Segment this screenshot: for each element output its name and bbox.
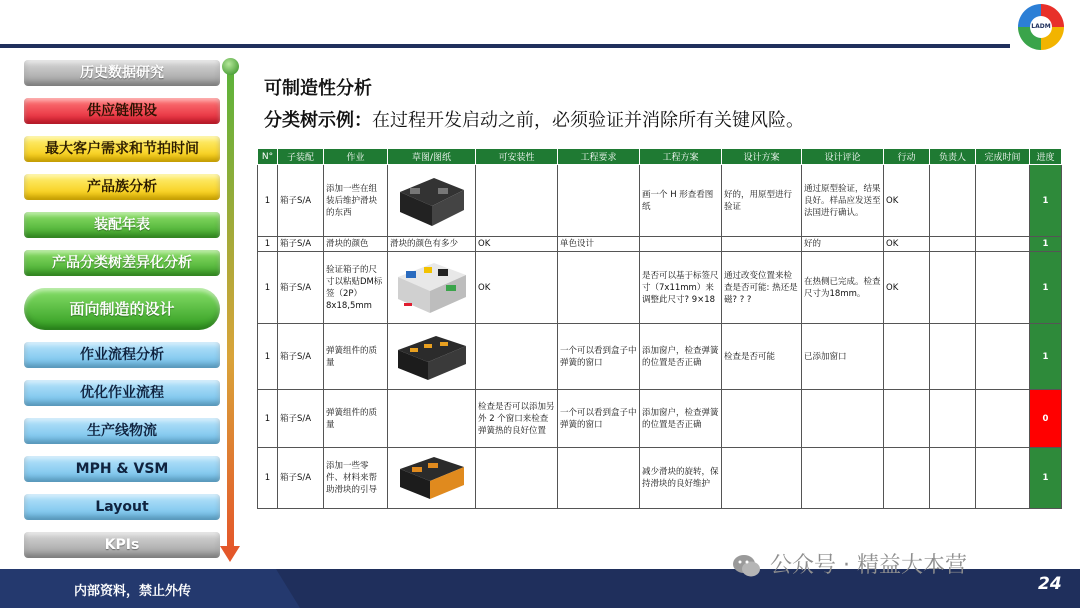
sidebar-item-layout[interactable]: Layout xyxy=(24,494,220,520)
table-row xyxy=(258,237,1062,252)
cell-action: OK xyxy=(884,252,930,324)
cell-n: 1 xyxy=(258,237,278,252)
sidebar-item-classification-tree[interactable]: 产品分类树差异化分析 xyxy=(24,250,220,276)
cell-n: 1 xyxy=(258,448,278,509)
cell-sketch xyxy=(388,165,476,237)
cell-solution: 画一个 H 形查看图纸 xyxy=(640,165,722,237)
cell-owner xyxy=(930,252,976,324)
cell-review: 在热侧已完成。检查尺寸为18mm。 xyxy=(802,252,884,324)
cell-design xyxy=(722,390,802,448)
sidebar-item-process-analysis[interactable]: 作业流程分析 xyxy=(24,342,220,368)
col-header: 进度 xyxy=(1030,149,1062,165)
col-header: 子装配 xyxy=(278,149,324,165)
cell-sketch xyxy=(388,390,476,448)
cell-review: 通过原型验证，结果良好。样品应发送至法国进行确认。 xyxy=(802,165,884,237)
cell-design: 通过改变位置来检查是否可能: 热还是磁? ? ? xyxy=(722,252,802,324)
cell-due xyxy=(976,448,1030,509)
cell-progress: 0 xyxy=(1030,390,1062,448)
slider-guide-sketch-image xyxy=(394,449,470,507)
col-header: N° xyxy=(258,149,278,165)
sidebar-item-takt-time[interactable]: 最大客户需求和节拍时间 xyxy=(24,136,220,162)
table-row xyxy=(258,324,1062,390)
sidebar-item-supply-chain[interactable]: 供应链假设 xyxy=(24,98,220,124)
cell-subassembly: 箱子S/A xyxy=(278,324,324,390)
cell-action: OK xyxy=(884,165,930,237)
cell-action xyxy=(884,390,930,448)
cell-design xyxy=(722,237,802,252)
col-header: 设计评论 xyxy=(802,149,884,165)
spring-window-sketch-image xyxy=(394,328,470,386)
cell-progress: 1 xyxy=(1030,324,1062,390)
cell-progress: 1 xyxy=(1030,237,1062,252)
cell-owner xyxy=(930,448,976,509)
cell-operation: 添加一些零件、材料来帮助滑块的引导 xyxy=(324,448,388,509)
cell-owner xyxy=(930,324,976,390)
watermark-text: 公众号 · 精益大本营 xyxy=(770,553,967,578)
timeline-arrow-icon xyxy=(220,546,240,562)
cell-n: 1 xyxy=(258,252,278,324)
footer-label: 内部资料，禁止外传 xyxy=(74,584,192,599)
sidebar-item-optimize-process[interactable]: 优化作业流程 xyxy=(24,380,220,406)
cell-operation: 弹簧组件的质量 xyxy=(324,324,388,390)
header-rule xyxy=(0,44,1010,48)
cell-subassembly: 箱子S/A xyxy=(278,165,324,237)
cell-action xyxy=(884,448,930,509)
cell-action xyxy=(884,324,930,390)
progress-timeline xyxy=(227,66,234,550)
cell-design: 好的，用原型进行验证 xyxy=(722,165,802,237)
cell-installability xyxy=(476,324,558,390)
col-header: 完成时间 xyxy=(976,149,1030,165)
cell-operation: 验证箱子的尺寸以粘贴DM标签（2P）8x18,5mm xyxy=(324,252,388,324)
page-subtitle xyxy=(264,106,804,132)
cell-progress: 1 xyxy=(1030,448,1062,509)
cell-subassembly: 箱子S/A xyxy=(278,252,324,324)
cell-requirement xyxy=(558,448,640,509)
cell-subassembly: 箱子S/A xyxy=(278,237,324,252)
page-number: 24 xyxy=(1038,574,1062,594)
col-header: 行动 xyxy=(884,149,930,165)
sidebar-item-line-logistics[interactable]: 生产线物流 xyxy=(24,418,220,444)
cell-solution: 减少滑块的旋转，保持滑块的良好维护 xyxy=(640,448,722,509)
col-header: 工程要求 xyxy=(558,149,640,165)
col-header: 负责人 xyxy=(930,149,976,165)
cell-review xyxy=(802,448,884,509)
cell-solution xyxy=(640,237,722,252)
cell-requirement xyxy=(558,165,640,237)
cell-due xyxy=(976,165,1030,237)
table-row xyxy=(258,448,1062,509)
cell-installability: OK xyxy=(476,252,558,324)
cell-requirement xyxy=(558,252,640,324)
cell-review xyxy=(802,390,884,448)
sidebar-item-historical-data[interactable]: 历史数据研究 xyxy=(24,60,220,86)
cell-progress: 1 xyxy=(1030,165,1062,237)
cell-sketch xyxy=(388,324,476,390)
table-row xyxy=(258,165,1062,237)
cell-installability xyxy=(476,165,558,237)
logo-text: LADM xyxy=(1030,16,1052,38)
cell-subassembly: 箱子S/A xyxy=(278,448,324,509)
table-header-row xyxy=(258,149,1062,165)
cell-review: 已添加窗口 xyxy=(802,324,884,390)
subtitle-bold: 分类树示例： xyxy=(264,110,372,131)
cell-due xyxy=(976,324,1030,390)
table-row xyxy=(258,390,1062,448)
wechat-icon xyxy=(732,553,762,579)
cell-n: 1 xyxy=(258,324,278,390)
cell-solution: 添加窗户，检查弹簧的位置是否正确 xyxy=(640,324,722,390)
sidebar-item-design-for-manufacturing[interactable]: 面向制造的设计 xyxy=(24,288,220,330)
cell-installability: OK xyxy=(476,237,558,252)
housing-sketch-image xyxy=(394,172,470,230)
sidebar-item-product-family[interactable]: 产品族分析 xyxy=(24,174,220,200)
cell-operation: 弹簧组件的质量 xyxy=(324,390,388,448)
cell-owner xyxy=(930,237,976,252)
cell-sketch xyxy=(388,448,476,509)
page-title: 可制造性分析 xyxy=(264,78,372,99)
cell-design: 检查是否可能 xyxy=(722,324,802,390)
cell-sketch xyxy=(388,252,476,324)
cell-owner xyxy=(930,165,976,237)
sidebar-item-mph-vsm[interactable]: MPH & VSM xyxy=(24,456,220,482)
cell-subassembly: 箱子S/A xyxy=(278,390,324,448)
cell-installability xyxy=(476,448,558,509)
cell-design xyxy=(722,448,802,509)
cell-due xyxy=(976,390,1030,448)
sidebar-item-assembly-chronology[interactable]: 装配年表 xyxy=(24,212,220,238)
cell-requirement: 一个可以看到盒子中弹簧的窗口 xyxy=(558,390,640,448)
cell-requirement: 一个可以看到盒子中弹簧的窗口 xyxy=(558,324,640,390)
label-sketch-image xyxy=(394,259,470,317)
cell-due xyxy=(976,237,1030,252)
col-header: 可安装性 xyxy=(476,149,558,165)
cell-solution: 是否可以基于标签尺寸（7x11mm）来调整此尺寸? 9×18 xyxy=(640,252,722,324)
cell-installability: 检查是否可以添加另外 2 个窗口来检查弹簧热的良好位置 xyxy=(476,390,558,448)
timeline-start-knob xyxy=(222,58,239,75)
sidebar-item-kpis[interactable]: KPIs xyxy=(24,532,220,558)
cell-due xyxy=(976,252,1030,324)
col-header: 设计方案 xyxy=(722,149,802,165)
cell-action: OK xyxy=(884,237,930,252)
cell-review: 好的 xyxy=(802,237,884,252)
table-row xyxy=(258,252,1062,324)
cell-progress: 1 xyxy=(1030,252,1062,324)
cell-operation: 添加一些在组装后维护滑块的东西 xyxy=(324,165,388,237)
col-header: 作业 xyxy=(324,149,388,165)
cell-sketch: 滑块的颜色有多少 xyxy=(388,237,476,252)
subtitle-text: 在过程开发启动之前，必须验证并消除所有关键风险。 xyxy=(372,110,804,131)
cell-n: 1 xyxy=(258,165,278,237)
cell-operation: 滑块的颜色 xyxy=(324,237,388,252)
cell-requirement: 单色设计 xyxy=(558,237,640,252)
col-header: 工程方案 xyxy=(640,149,722,165)
cell-solution: 添加窗户，检查弹簧的位置是否正确 xyxy=(640,390,722,448)
company-logo xyxy=(1018,4,1064,50)
dfm-table xyxy=(257,148,1062,509)
cell-n: 1 xyxy=(258,390,278,448)
cell-owner xyxy=(930,390,976,448)
col-header: 草图/图纸 xyxy=(388,149,476,165)
